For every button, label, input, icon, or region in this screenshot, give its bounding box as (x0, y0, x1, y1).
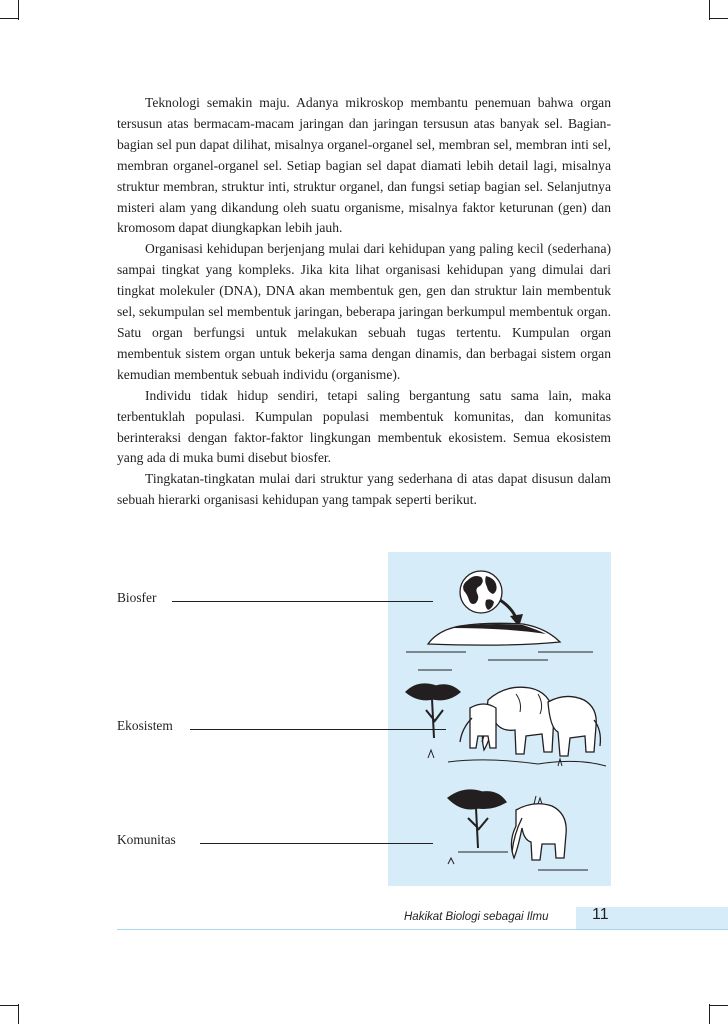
hierarchy-illustration-art (388, 552, 611, 886)
ecosystem-elephants (406, 684, 606, 766)
community-elephant (448, 790, 588, 870)
crop-mark-bottom-left-v (18, 1004, 19, 1024)
crop-mark-top-left-h (0, 18, 18, 19)
level-label-komunitas: Komunitas (117, 832, 176, 847)
hierarchy-illustration (388, 552, 611, 886)
level-label-ekosistem: Ekosistem (117, 718, 173, 733)
crop-mark-bottom-right-v (709, 1004, 710, 1024)
page-number: 11 (592, 906, 609, 923)
level-label-biosfer: Biosfer (117, 590, 157, 605)
crop-mark-top-left-v (18, 0, 19, 20)
paragraph-technology: Teknologi semakin maju. Adanya mikroskop membantu penemuan bahwa organ tersusun atas bermacam-macam jaringan dan jaringan tersusun atas banyak sel. Bagian-bagian sel pun dapat dilihat, misalnya organel-organel sel, membran sel, membran inti sel, membran organel-organel sel. Setiap bagian sel dapat diamati lebih detail lagi, misalnya struktur membran, struktur inti, struktur organel, dan fungsi setiap bagian sel. Selanjutnya misteri alam yang dikandung oleh suatu organisme, misalnya faktor keturunan (gen) dan kromosom dapat diungkapkan lebih jauh. (117, 95, 611, 236)
crop-mark-bottom-right-h (710, 1005, 728, 1006)
body-text (117, 93, 611, 511)
globe-icon (460, 571, 502, 613)
paragraph-organization: Organisasi kehidupan berjenjang mulai dari kehidupan yang paling kecil (sederhana) sampai tingkat yang kompleks. Jika kita lihat organisasi kehidupan yang dimulai dari tingkat molekuler (DNA), DNA akan membentuk gen, gen dan struktur lain membentuk sel, sekumpulan sel membentuk jaringan, beberapa jaringan berkumpul membentuk organ. Satu organ berfungsi untuk melakukan sebuah tugas tertentu. Kumpulan organ membentuk sistem organ untuk bekerja sama dengan dinamis, dan berbagai sistem organ kemudian membentuk sebuah individu (organisme). (117, 241, 611, 382)
paragraph-hierarchy-intro: Tingkatan-tingkatan mulai dari struktur yang sederhana di atas dapat disusun dalam sebuah hierarki organisasi kehidupan yang tampak seperti berikut. (117, 471, 611, 508)
leader-line-komunitas (200, 843, 433, 844)
footer-rule (117, 929, 728, 930)
running-footer-title: Hakikat Biologi sebagai Ilmu (404, 911, 549, 923)
leader-line-biosfer (172, 601, 433, 602)
crop-mark-top-right-v (709, 0, 710, 20)
crop-mark-top-right-h (710, 18, 728, 19)
paragraph-population: Individu tidak hidup sendiri, tetapi saling bergantung satu sama lain, maka terbentuklah populasi. Kumpulan populasi membentuk komunitas, dan komunitas berinteraksi dengan faktor-faktor lingkungan membentuk ekosistem. Semua ekosistem yang ada di muka bumi disebut biosfer. (117, 387, 611, 466)
crop-mark-bottom-left-h (0, 1005, 18, 1006)
mountain-landscape (406, 623, 593, 670)
leader-line-ekosistem (190, 729, 446, 730)
